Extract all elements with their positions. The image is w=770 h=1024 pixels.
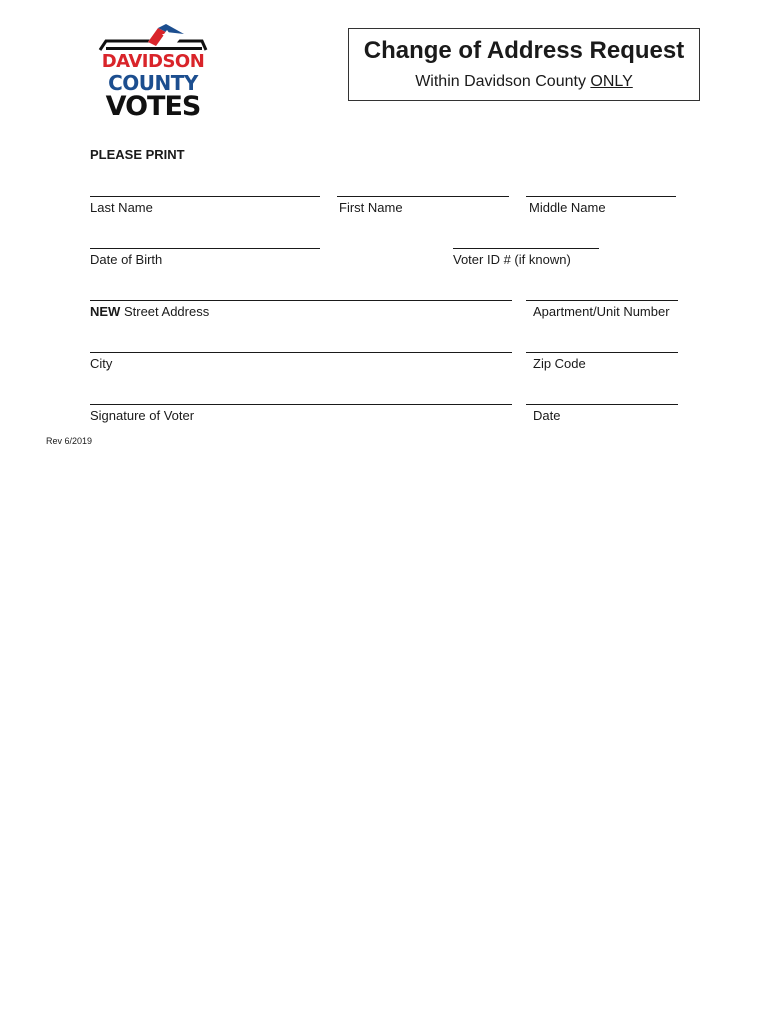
revision-note: Rev 6/2019 — [46, 436, 93, 446]
apartment-label: Apartment/Unit Number — [533, 304, 670, 319]
title-box — [348, 28, 700, 101]
please-print-instruction: PLEASE PRINT — [90, 147, 185, 162]
date-of-birth-label: Date of Birth — [90, 252, 163, 267]
last-name-label: Last Name — [90, 200, 153, 215]
logo-line-davidson: DAVIDSON — [101, 51, 205, 72]
city-field[interactable] — [90, 352, 512, 353]
city-label: City — [90, 356, 113, 371]
street-address-label — [90, 304, 209, 319]
middle-name-field[interactable] — [526, 196, 676, 197]
street-address-new: NEW — [90, 304, 121, 319]
davidson-county-votes-logo — [92, 20, 214, 122]
apartment-field[interactable] — [526, 300, 678, 301]
logo-line-county: COUNTY — [108, 71, 198, 95]
page-subtitle — [349, 73, 699, 91]
last-name-field[interactable] — [90, 196, 320, 197]
date-of-birth-field[interactable] — [90, 248, 320, 249]
middle-name-label: Middle Name — [529, 200, 606, 215]
zip-code-label: Zip Code — [533, 356, 586, 371]
date-label: Date — [533, 408, 561, 423]
logo-line-votes: VOTES — [105, 91, 201, 122]
signature-field[interactable] — [90, 404, 512, 405]
page-title: Change of Address Request — [363, 37, 685, 64]
street-address-field[interactable] — [90, 300, 512, 301]
voter-id-label: Voter ID # (if known) — [453, 252, 571, 267]
voter-id-field[interactable] — [453, 248, 599, 249]
subtitle-emphasis: ONLY — [590, 73, 633, 90]
street-address-rest: Street Address — [120, 304, 210, 319]
zip-code-field[interactable] — [526, 352, 678, 353]
first-name-label: First Name — [339, 200, 403, 215]
date-field[interactable] — [526, 404, 678, 405]
first-name-field[interactable] — [337, 196, 509, 197]
signature-label: Signature of Voter — [90, 408, 195, 423]
subtitle-prefix: Within Davidson County — [415, 73, 591, 90]
